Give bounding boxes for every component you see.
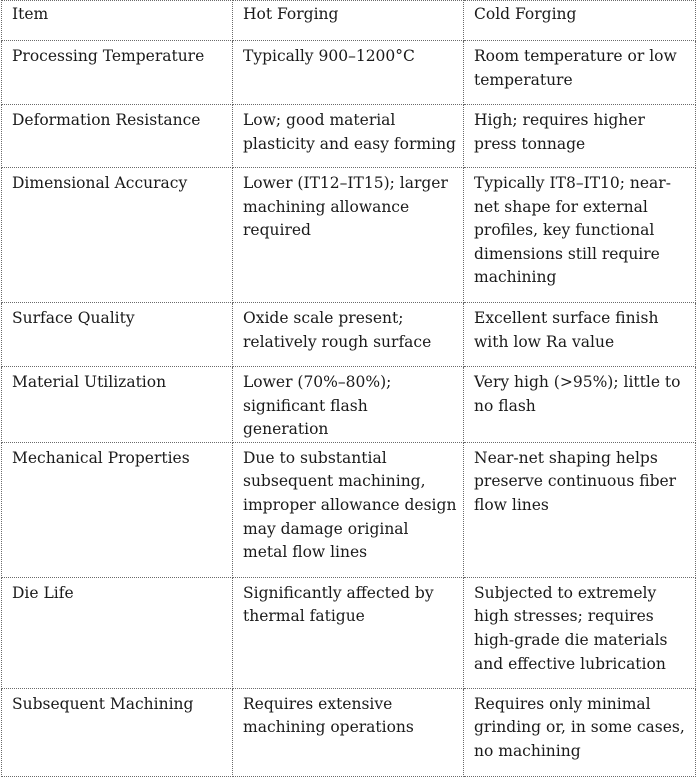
- row-item-cell: Subsequent Machining: [2, 688, 233, 776]
- comparison-table: [1, 0, 696, 777]
- row-hot-cell: Requires extensive machining operations: [233, 688, 464, 776]
- header-cell-hot-forging: Hot Forging: [233, 1, 464, 41]
- table-row: [2, 367, 696, 443]
- table-row: [2, 303, 696, 367]
- table-row: [2, 105, 696, 168]
- row-hot-cell: Low; good material plasticity and easy forming: [233, 105, 464, 168]
- row-cold-cell: Requires only minimal grinding or, in some cases, no machining: [464, 688, 696, 776]
- row-hot-cell: Due to substantial subsequent machining, improper allowance design may damage original metal flow lines: [233, 442, 464, 577]
- row-item-cell: Die Life: [2, 577, 233, 688]
- table-row: [2, 688, 696, 776]
- row-hot-cell: Lower (70%–80%); significant flash generation: [233, 367, 464, 443]
- row-cold-cell: Typically IT8–IT10; near-net shape for external profiles, key functional dimensions still require machining: [464, 168, 696, 303]
- table-row: [2, 168, 696, 303]
- row-cold-cell: High; requires higher press tonnage: [464, 105, 696, 168]
- row-item-cell: Dimensional Accuracy: [2, 168, 233, 303]
- row-hot-cell: Typically 900–1200°C: [233, 41, 464, 105]
- row-cold-cell: Subjected to extremely high stresses; requires high-grade die materials and effective lubrication: [464, 577, 696, 688]
- row-item-cell: Deformation Resistance: [2, 105, 233, 168]
- row-item-cell: Material Utilization: [2, 367, 233, 443]
- header-cell-item: Item: [2, 1, 233, 41]
- row-hot-cell: Lower (IT12–IT15); larger machining allowance required: [233, 168, 464, 303]
- row-cold-cell: Excellent surface finish with low Ra value: [464, 303, 696, 367]
- row-hot-cell: Oxide scale present; relatively rough surface: [233, 303, 464, 367]
- table-row: [2, 41, 696, 105]
- row-cold-cell: Very high (>95%); little to no flash: [464, 367, 696, 443]
- row-item-cell: Mechanical Properties: [2, 442, 233, 577]
- header-cell-cold-forging: Cold Forging: [464, 1, 696, 41]
- row-cold-cell: Near-net shaping helps preserve continuous fiber flow lines: [464, 442, 696, 577]
- row-item-cell: Processing Temperature: [2, 41, 233, 105]
- row-hot-cell: Significantly affected by thermal fatigue: [233, 577, 464, 688]
- row-item-cell: Surface Quality: [2, 303, 233, 367]
- table-row: [2, 577, 696, 688]
- table-header-row: [2, 1, 696, 41]
- row-cold-cell: Room temperature or low temperature: [464, 41, 696, 105]
- table-row: [2, 442, 696, 577]
